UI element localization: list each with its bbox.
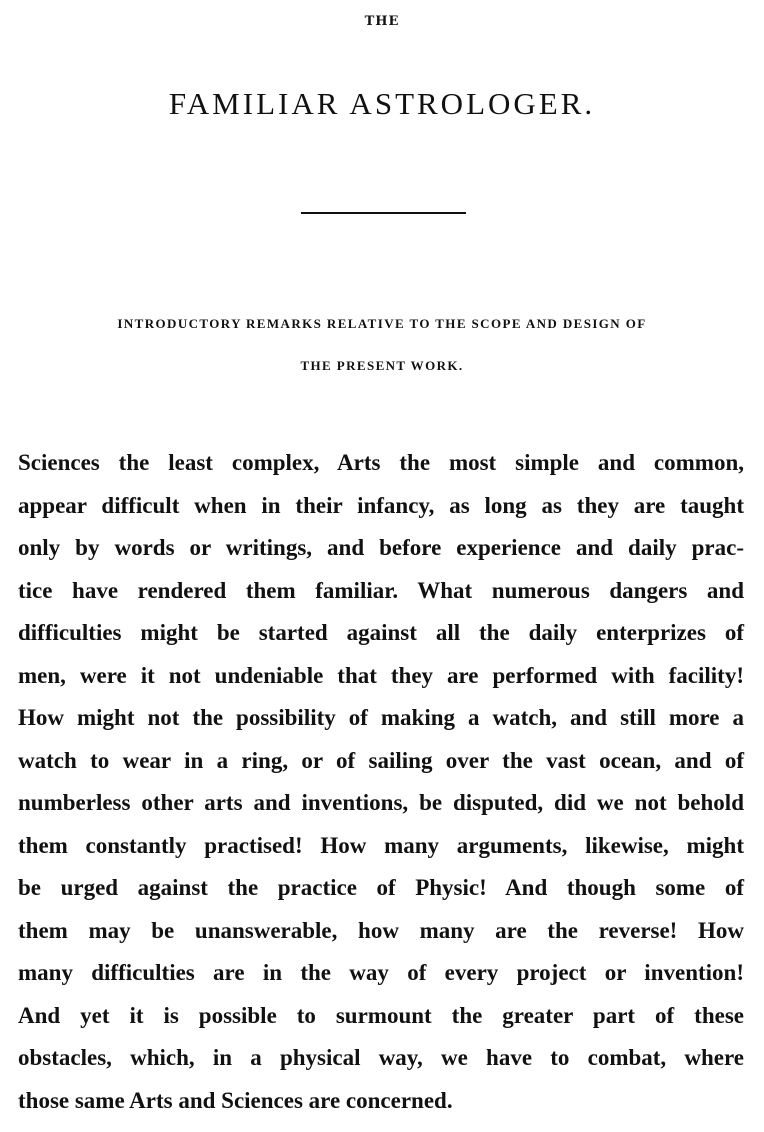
text-line: be urged against the practice of Physic! And though some of xyxy=(18,875,744,900)
text-line: men, were it not undeniable that they are performed with facility! xyxy=(18,662,744,688)
text-line: those same Arts and Sciences are concerned. xyxy=(18,1087,453,1113)
text-line: And yet it is possible to surmount the greater part of these xyxy=(18,1002,744,1028)
text-line: appear difficult when in their infancy, as long as they are taught xyxy=(18,492,744,518)
text-line: obstacles, which, in a physical way, we have to combat, where xyxy=(18,1045,744,1070)
text-line: How might not the possibility of making a watch, and still more a xyxy=(18,705,744,730)
chapter-heading-line-2: THE PRESENT WORK. xyxy=(300,358,464,373)
text-line: many difficulties are in the way of every project or invention! xyxy=(18,960,744,985)
title-article: THE xyxy=(364,14,400,29)
text-line: Sciences the least complex, Arts the most simple and common, xyxy=(18,450,744,475)
chapter-heading-line-1: INTRODUCTORY REMARKS RELATIVE TO THE SCOPE AND DESIGN OF xyxy=(117,316,647,331)
text-line: numberless other arts and inventions, be disputed, did we not behold xyxy=(18,790,744,815)
body-paragraph xyxy=(18,448,744,1128)
text-line: tice have rendered them familiar. What numerous dangers and xyxy=(18,577,744,603)
text-line: difficulties might be started against all the daily enterprizes of xyxy=(18,620,744,645)
text-line: only by words or writings, and before experience and daily prac- xyxy=(18,535,744,560)
text-line: watch to wear in a ring, or of sailing over the vast ocean, and of xyxy=(18,747,744,773)
text-line: them may be unanswerable, how many are the reverse! How xyxy=(18,917,744,943)
page-title: FAMILIAR ASTROLOGER. xyxy=(168,86,596,121)
title-divider xyxy=(301,212,466,214)
text-line: them constantly practised! How many arguments, likewise, might xyxy=(18,832,744,858)
